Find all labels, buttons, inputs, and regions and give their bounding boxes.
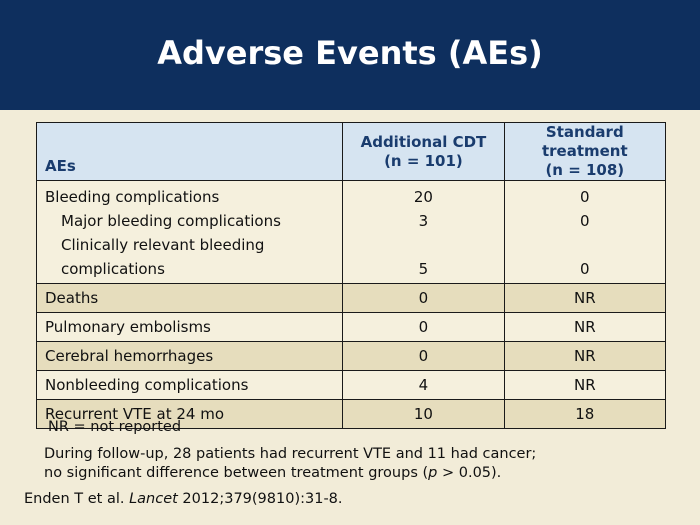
row-cdt: 4 [343,371,504,400]
followup-line-2-post: > 0.05). [437,465,502,481]
row-std: NR [504,284,665,313]
row-cdt: 0 [343,342,504,371]
title-banner [0,0,700,110]
slide-title: Adverse Events (AEs) [157,34,543,72]
row-cdt: 0 [343,313,504,342]
row-std: NR [504,313,665,342]
header-cdt-label: Additional CDT [360,132,487,151]
row-std: NR [504,342,665,371]
reference-journal: Lancet [129,491,178,507]
bleeding-label: Bleeding complications [45,188,220,206]
bleeding-label-cell [37,181,343,284]
relevant-bleeding-label-2: complications [61,260,165,278]
row-std: NR [504,371,665,400]
table-header-row [37,123,666,181]
row-std: 18 [504,400,665,429]
bleeding-cdt: 20 [413,188,433,206]
row-label: Recurrent VTE at 24 mo [37,400,343,429]
row-cdt: 0 [343,284,504,313]
row-label: Nonbleeding complications [37,371,343,400]
row-label: Deaths [37,284,343,313]
row-label: Pulmonary embolisms [37,313,343,342]
header-additional-cdt [343,123,504,181]
major-bleeding-std: 0 [580,212,590,230]
relevant-bleeding-cdt: 5 [418,260,429,278]
major-bleeding-cdt: 3 [418,212,429,230]
header-aes: AEs [37,123,343,181]
nr-footnote: NR = not reported [48,419,182,435]
bleeding-std: 0 [580,188,590,206]
relevant-bleeding-std: 0 [580,260,590,278]
header-std-n: (n = 108) [545,161,625,179]
header-cdt-n: (n = 101) [384,151,463,170]
table-row [37,313,666,342]
followup-note [44,445,564,483]
header-std-label: Standard treatment [541,123,628,160]
header-standard-treatment [504,123,665,181]
reference-details: 2012;379(9810):31-8. [177,491,343,507]
row-cdt: 10 [343,400,504,429]
relevant-bleeding-label-1: Clinically relevant bleeding [61,236,265,254]
table-row [37,284,666,313]
p-value-symbol: p [428,465,438,481]
bleeding-std-cell [504,181,665,284]
major-bleeding-label: Major bleeding complications [61,212,281,230]
followup-line-1: During follow-up, 28 patients had recurrent VTE and 11 had cancer; [44,446,537,462]
table-row [37,342,666,371]
followup-line-2-pre: no significant difference between treatment groups ( [44,465,429,481]
table-row-bleeding [37,181,666,284]
bleeding-cdt-cell [343,181,504,284]
row-label: Cerebral hemorrhages [37,342,343,371]
reference-citation [24,491,343,507]
adverse-events-table [36,122,666,429]
table-row [37,371,666,400]
reference-authors: Enden T et al. [24,491,130,507]
